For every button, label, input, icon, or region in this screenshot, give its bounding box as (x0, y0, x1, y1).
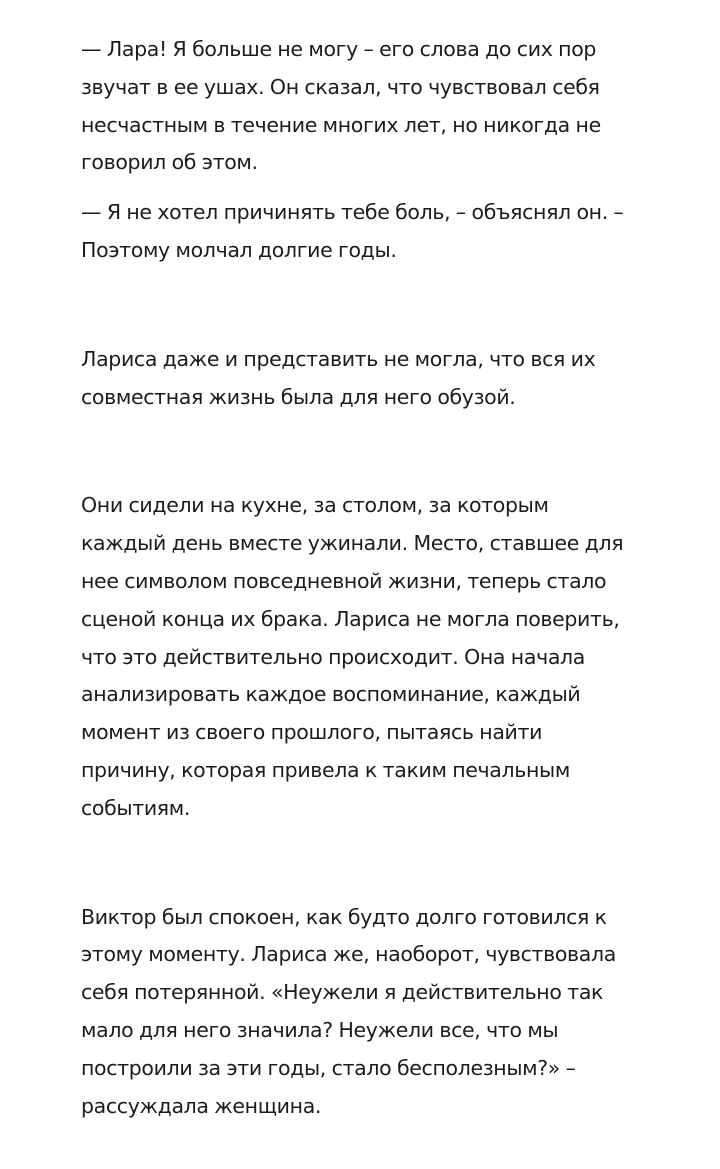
paragraph-realization: Лариса даже и представить не могла, что вся их совместная жизнь была для него обузой. (81, 346, 596, 409)
paragraph-viktor-calm: Виктор был спокоен, как будто долго готовился к этому моменту. Лариса же, наоборот, чувствовала себя потерянной. «Неужели я действительно так мало для него значила? Неужели все, что мы построили за эти годы, стало бесполезным?» – рассуждала женщина. (81, 904, 616, 1118)
paragraph-kitchen-scene: Они сидели на кухне, за столом, за которым каждый день вместе ужинали. Место, ставшее для нее символом повседневной жизни, теперь стало сценой конца их брака. Лариса не могла поверить, что это действительно происходит. Она начала анализировать каждое воспоминание, каждый момент из своего прошлого, пытаясь найти причину, которая привела к таким печальным событиям. (81, 493, 624, 820)
article-body (81, 31, 651, 1125)
paragraph-dialogue-2: — Я не хотел причинять тебе боль, – объяснял он. – Поэтому молчал долгие годы. (81, 200, 624, 262)
paragraph-dialogue-1: — Лара! Я больше не могу – его слова до сих пор звучат в ее ушах. Он сказал, что чувствовал себя несчастным в течение многих лет, но никогда не говорил об этом. (81, 37, 601, 175)
